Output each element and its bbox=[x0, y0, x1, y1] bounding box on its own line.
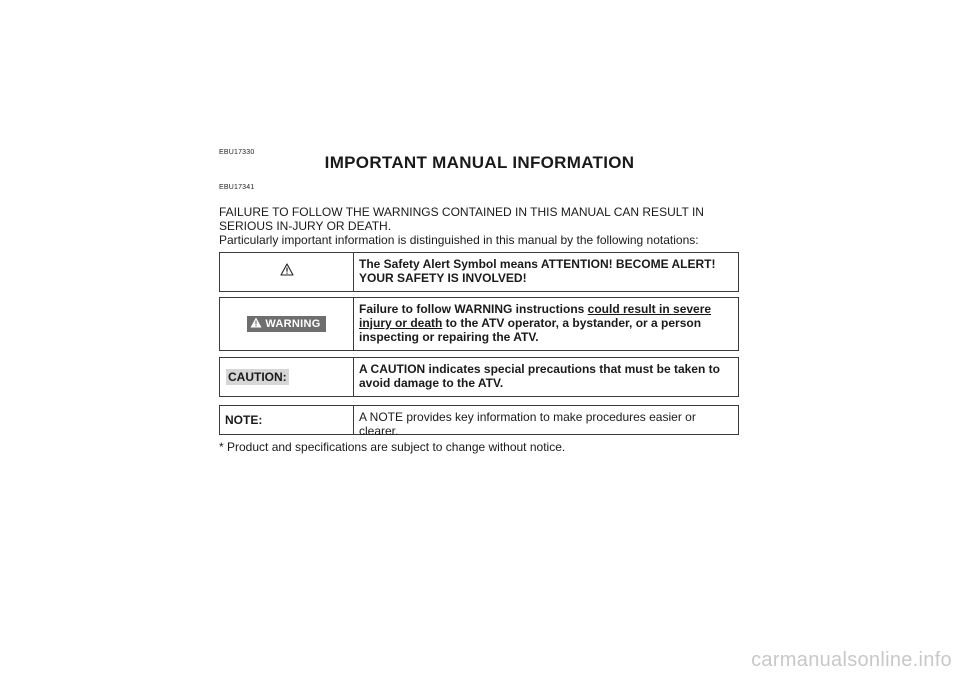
alert-description: The Safety Alert Symbol means ATTENTION! BECOME ALERT! YOUR SAFETY IS INVOLVED! bbox=[359, 257, 716, 285]
warning-triangle-icon bbox=[250, 317, 265, 331]
note-description: A NOTE provides key information to make procedures easier or clearer. bbox=[359, 410, 696, 438]
intro-notations: Particularly important information is distinguished in this manual by the following notations: bbox=[219, 233, 699, 247]
warning-label-cell bbox=[220, 298, 354, 350]
warning-text-start: Failure to follow WARNING instructions bbox=[359, 302, 588, 316]
subsection-code: EBU17341 bbox=[219, 184, 255, 191]
note-label-cell bbox=[220, 406, 354, 434]
caution-label: CAUTION: bbox=[228, 370, 287, 384]
warning-label-text: WARNING bbox=[265, 318, 321, 330]
warning-text-emphasis: could result in severe injury or death bbox=[359, 302, 712, 330]
intro-text bbox=[219, 205, 744, 247]
warning-notation-box bbox=[219, 297, 739, 351]
section-code: EBU17330 bbox=[219, 149, 255, 156]
page-title: IMPORTANT MANUAL INFORMATION bbox=[324, 153, 635, 172]
note-notation-box bbox=[219, 405, 739, 438]
warning-text-end: to the ATV operator, a bystander, or a person inspecting or repairing the ATV. bbox=[359, 316, 702, 344]
caution-description: A CAUTION indicates special precautions that must be taken to avoid damage to the ATV. bbox=[359, 362, 720, 390]
alert-notation-box bbox=[219, 252, 739, 292]
intro-warning: FAILURE TO FOLLOW THE WARNINGS CONTAINED IN THIS MANUAL CAN RESULT IN SERIOUS IN-JURY OR DEATH. bbox=[219, 205, 704, 233]
footnote: * Product and specifications are subject to change without notice. bbox=[219, 440, 566, 454]
warning-description bbox=[354, 298, 738, 350]
warning-label bbox=[247, 316, 325, 332]
caution-label-cell bbox=[220, 358, 354, 396]
watermark: carmanualsonline.info bbox=[751, 649, 952, 671]
alert-symbol-cell bbox=[220, 253, 354, 291]
note-label: NOTE: bbox=[225, 413, 263, 427]
safety-alert-icon bbox=[280, 263, 294, 281]
caution-notation-box bbox=[219, 357, 739, 397]
